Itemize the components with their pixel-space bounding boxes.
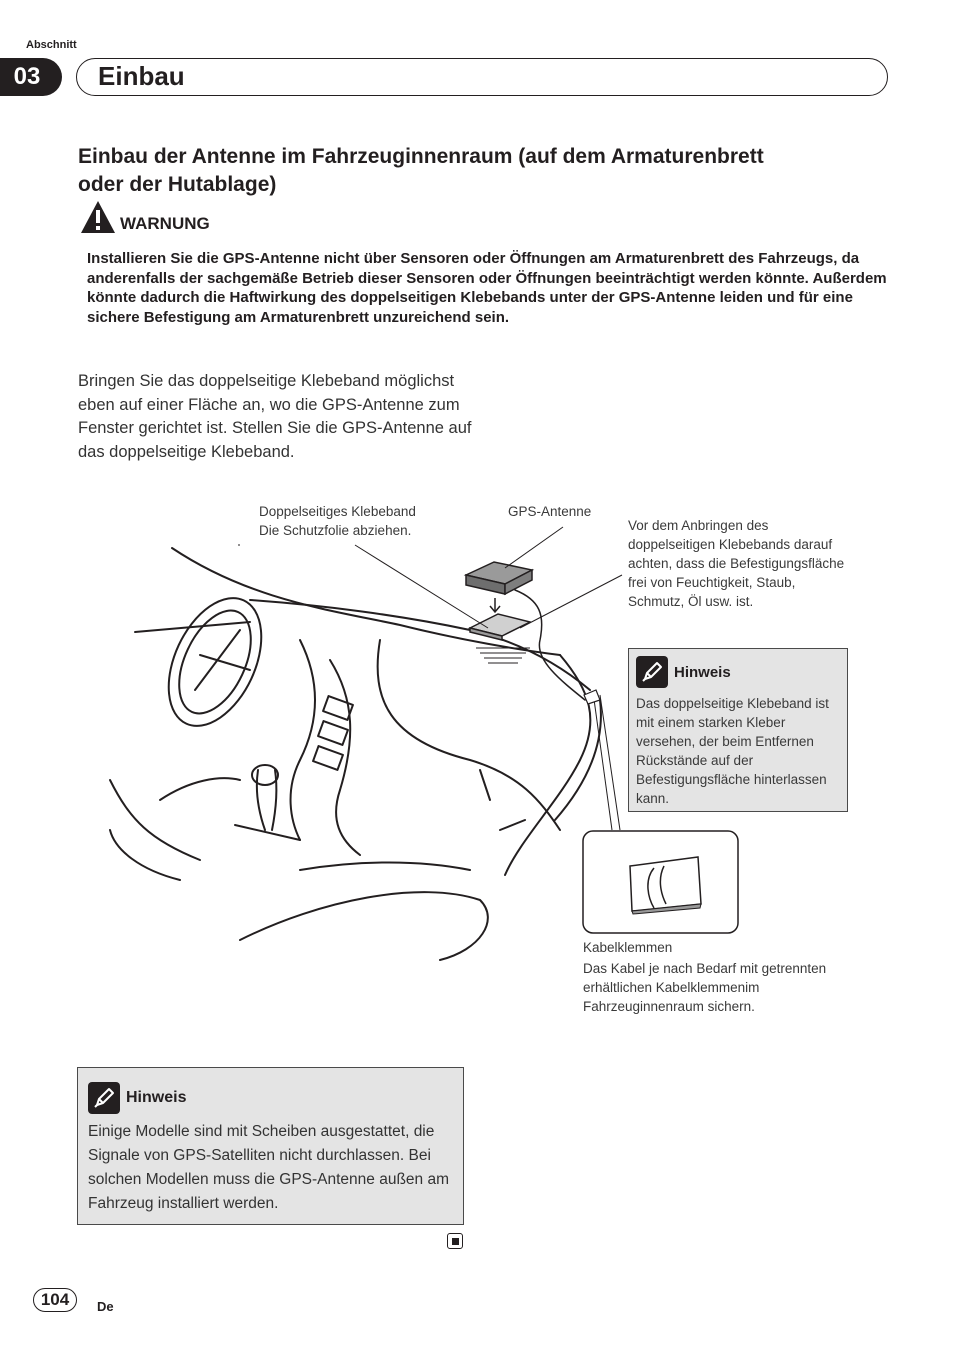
- page-number: 104: [33, 1288, 77, 1312]
- figure-note-text: Das doppelseitige Klebeband ist mit einem starken Kleber versehen, der beim Entfernen Rückstände auf der Befestigungsfläche hinterlassen kann.: [636, 696, 829, 806]
- clamp-title: Kabelklemmen: [583, 940, 673, 955]
- language-code: De: [97, 1299, 114, 1314]
- cable-clamp-detail: [582, 830, 739, 934]
- label-tape: [259, 502, 469, 540]
- section-number-badge: 03: [0, 58, 62, 96]
- page-heading: Einbau der Antenne im Fahrzeuginnenraum (auf dem Armaturenbrett oder der Hutablage): [78, 145, 764, 196]
- note-text: Einige Modelle sind mit Scheiben ausgestattet, die Signale von GPS-Satelliten nicht durchlassen. Bei solchen Modellen muss die GPS-Antenne außen am Fahrzeug installiert werden.: [88, 1123, 450, 1212]
- label-antenna: GPS-Antenne: [508, 504, 592, 519]
- figure-note-head: [636, 656, 840, 688]
- figure-note-title: Hinweis: [674, 663, 731, 681]
- instruction-text: Bringen Sie das doppelseitige Klebeband möglichst eben auf einer Fläche an, wo die GPS-Antenne zum Fenster gerichtet ist. Stellen Sie die GPS-Antenne auf das doppelseitige Klebeband.: [78, 372, 472, 461]
- end-of-section-mark: [447, 1233, 463, 1249]
- label-clamp: [583, 938, 853, 1016]
- clamp-text: Das Kabel je nach Bedarf mit getrennten erhältlichen Kabelklemmenim Fahrzeuginnenraum sichern.: [583, 961, 827, 1014]
- pencil-icon: [636, 656, 668, 688]
- note-title: Hinweis: [126, 1089, 187, 1106]
- label-surface: Vor dem Anbringen des doppelseitigen Klebebands darauf achten, dass die Befestigungsfläche frei von Feuchtigkeit, Staub, Schmutz, Öl usw. ist.: [628, 518, 845, 609]
- pencil-icon: [88, 1082, 120, 1114]
- figure-note-box: [628, 648, 848, 812]
- label-tape-line2: Die Schutzfolie abziehen.: [259, 523, 412, 538]
- label-tape-line1: Doppelseitiges Klebeband: [259, 504, 416, 519]
- note-box: [77, 1067, 464, 1225]
- section-label: Abschnitt: [26, 39, 77, 51]
- note-head: [88, 1082, 455, 1114]
- warning-label: WARNUNG: [120, 214, 210, 233]
- chapter-title: Einbau: [98, 61, 185, 91]
- warning-text: Installieren Sie die GPS-Antenne nicht über Sensoren oder Öffnungen am Armaturenbrett des Fahrzeugs, da anderenfalls der sachgemäße Betrieb dieser Sensoren oder Öffnungen beeinträchtigt werden könnte. Außerdem könnte dadurch die Haftwirkung des doppelseitigen Klebebands unter der GPS-Antenne leiden und für eine sichere Befestigung am Armaturenbrett unzureichend sein.: [87, 250, 887, 326]
